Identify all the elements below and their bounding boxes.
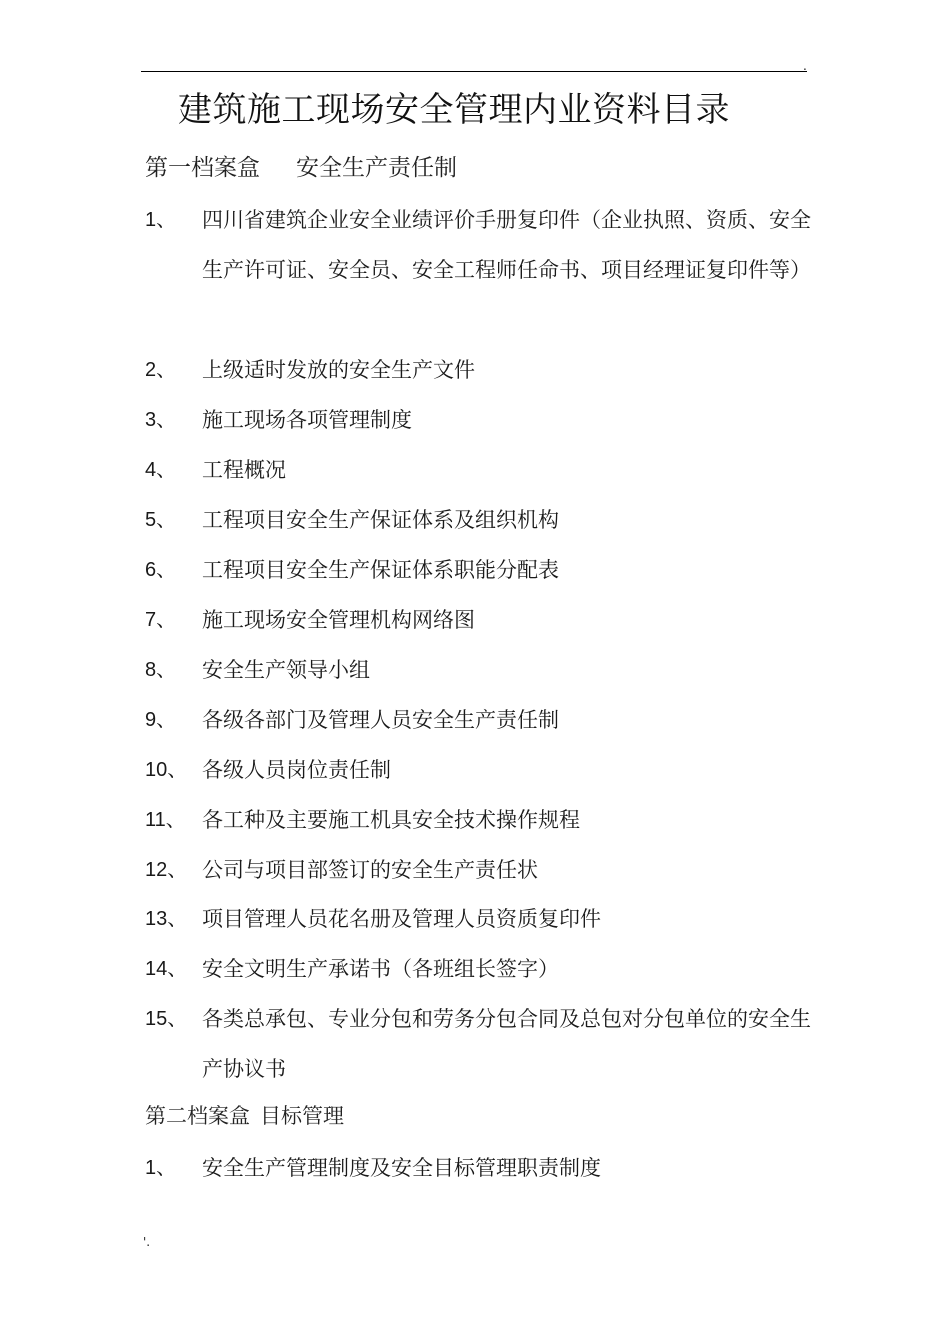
item-text: 各类总承包、专业分包和劳务分包合同及总包对分包单位的安全生产协议书 [202,1007,811,1081]
section-name: 目标管理 [260,1104,344,1128]
item-number: 1、 [145,1157,177,1179]
item-number: 6、 [145,559,177,581]
item-number: 14、 [145,958,188,980]
document-title: 建筑施工现场安全管理内业资料目录 [178,90,730,130]
item-text: 安全文明生产承诺书（各班组长签字） [202,957,559,981]
item-text: 各级人员岗位责任制 [202,758,391,782]
item-number: 13、 [145,908,188,930]
item-number: 1、 [145,209,177,231]
item-number: 4、 [145,459,177,481]
item-number: 7、 [145,609,177,631]
section-box-label: 第二档案盒 [145,1104,250,1128]
section-box-label: 第一档案盒 [145,155,260,181]
item-number: 5、 [145,509,177,531]
item-number: 15、 [145,1008,188,1030]
section-heading-box1 [145,152,457,184]
section-heading-box2 [145,1100,344,1132]
item-text: 项目管理人员花名册及管理人员资质复印件 [202,907,601,931]
footer-mark: '. [143,1235,151,1249]
item-number: 12、 [145,859,188,881]
item-text: 各工种及主要施工机具安全技术操作规程 [202,808,580,832]
item-text: 四川省建筑企业安全业绩评价手册复印件（企业执照、资质、安全生产许可证、安全员、安全工程师任命书、项目经理证复印件等） [202,208,811,282]
item-text: 公司与项目部签订的安全生产责任状 [202,858,538,882]
item-number: 10、 [145,759,188,781]
item-text: 安全生产领导小组 [202,658,370,682]
item-text: 各级各部门及管理人员安全生产责任制 [202,708,559,732]
header-rule [141,71,807,72]
item-number: 3、 [145,409,177,431]
item-text: 施工现场安全管理机构网络图 [202,608,475,632]
item-text: 施工现场各项管理制度 [202,408,412,432]
item-text: 工程概况 [202,458,286,482]
section-name: 安全生产责任制 [296,155,457,181]
item-text: 安全生产管理制度及安全目标管理职责制度 [202,1156,601,1180]
header-mark: . [803,59,807,73]
item-number: 11、 [145,809,186,831]
item-text: 工程项目安全生产保证体系职能分配表 [202,558,559,582]
item-number: 9、 [145,709,177,731]
item-text: 工程项目安全生产保证体系及组织机构 [202,508,559,532]
item-number: 2、 [145,359,177,381]
item-text: 上级适时发放的安全生产文件 [202,358,475,382]
item-number: 8、 [145,659,177,681]
